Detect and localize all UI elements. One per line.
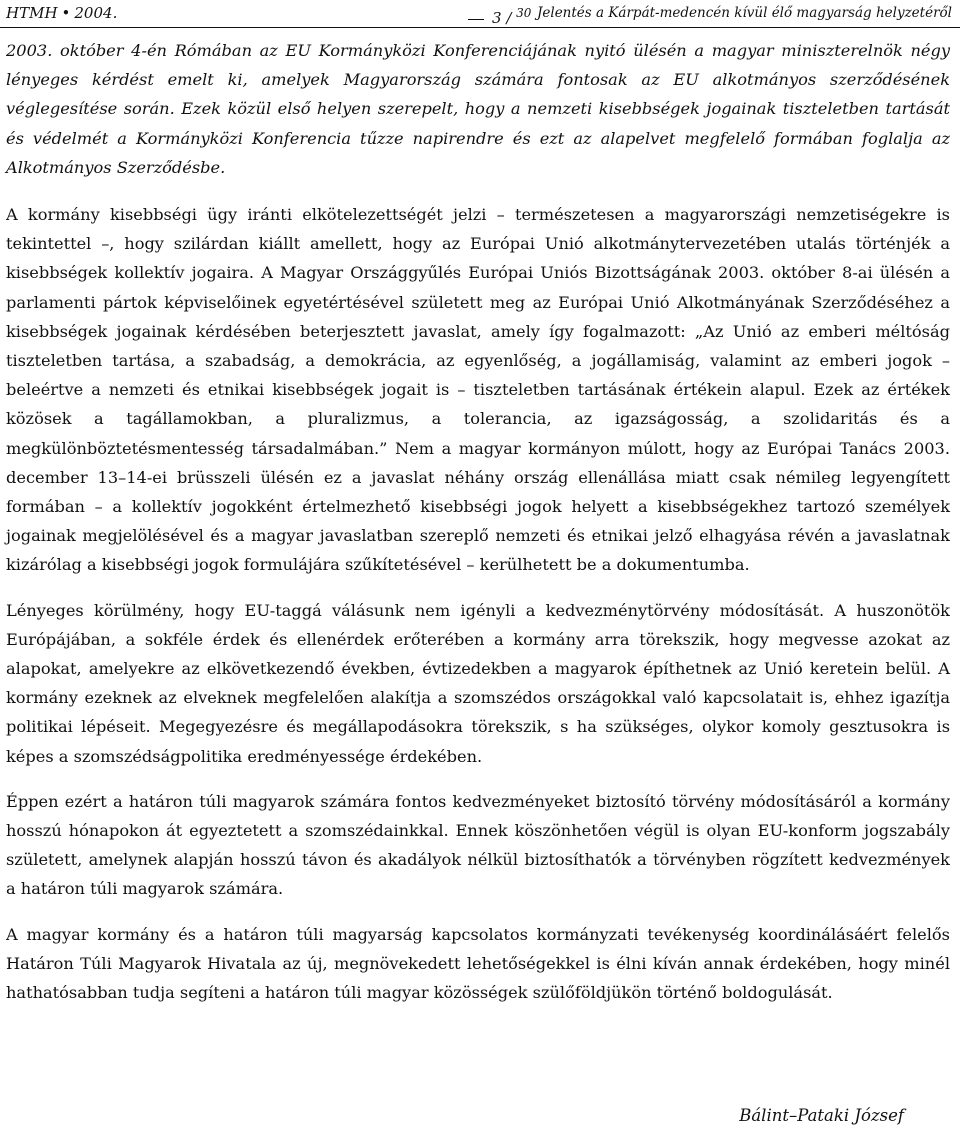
paragraph-2: A kormány kisebbségi ügy iránti elkötelezettségét jelzi – természetesen a magyarországi nemzetiségekre is tekintettel –, hogy szilárdan kiállt amellett, hogy az Európai Unió alkotmánytervezetében utalás történjék a kisebbségek kollektív jogaira. A Magyar Országgyűlés Európai Uniós Bizottságának 2003. október 8-ai ülésén a parlamenti pártok képviselőinek egyetértésével született meg az Európai Unió Alkotmányának Szerződéséhez a kisebbségek jogainak kérdésében beterjesztett javaslat, amely így fogalmazott: „Az Unió az emberi méltóság tiszteletben tartása, a szabadság, a demokrácia, az egyenlőség, a jogállamiság, valamint az emberi jogok – beleértve a nemzeti és etnikai kisebbségek jogait is – tiszteletben tartásának értékein alapul. Ezek az értékek közösek a tagállamokban, a pluralizmus, a tolerancia, az igazságosság, a szolidaritás és a megkülönböztetésmentesség társadalmában.” Nem a magyar kormányon múlott, hogy az Európai Tanács 2003. december 13–14-ei brüsszeli ülésén ez a javaslat néhány ország ellenállása miatt csak némileg legyengített formában – a kollektív jogokként értelmezhető kisebbségi jogok helyett a kisebbségekhez tartozó személyek jogainak megjelölésével és a magyar javaslatban szereplő nemzeti és etnikai jelző elhagyása révén a javaslatnak kizárólag a kisebbségi jogok formulájára szűkítetésével – kerülhetett be a dokumentumba. bbox=[6, 205, 950, 575]
page-total: 30 bbox=[516, 6, 532, 20]
bullet-icon: • bbox=[61, 4, 71, 22]
page-current: 3 bbox=[492, 9, 502, 27]
page-header bbox=[6, 0, 952, 26]
paragraph-3: Lényeges körülmény, hogy EU-taggá válásunk nem igényli a kedvezménytörvény módosítását. A huszonötök Európájában, a sokféle érdek és ellenérdek erőterében a kormány arra törekszik, hogy megvesse azokat az alapokat, amelyekre az elkövetkezendő években, évtizedekben a magyarok építhetnek az Unió keretein belül. A kormány ezeknek az elveknek megfelelően alakítja a szomszédos országokkal való kapcsolatait is, ehhez igazítja politikai lépéseit. Megegyezésre és megállapodásokra törekszik, s ha szükséges, olykor komoly gesztusokra is képes a szomszédságpolitika eredményessége érdekében. bbox=[6, 600, 950, 766]
header-title: Jelentés a Kárpát-medencén kívül élő magyarság helyzetéről bbox=[536, 5, 952, 21]
paragraph-1: 2003. október 4-én Rómában az EU Kormányközi Konferenciájának nyitó ülésén a magyar miniszterelnök négy lényeges kérdést emelt ki, amelyek Magyarország számára fontosak az EU alkotmányos szerződésének véglegesítése során. Ezek közül első helyen szerepelt, hogy a nemzeti kisebbségek jogainak tiszteletben tartását és védelmét a Kormányközi Konferencia tűzze napirendre és ezt az alapelvet megfelelő formában foglalja az Alkotmányos Szerződésbe. bbox=[6, 41, 950, 177]
header-publisher: HTMH bbox=[6, 4, 58, 22]
document-body bbox=[6, 36, 950, 1023]
page-separator: / bbox=[506, 9, 512, 27]
signature: Bálint–Pataki József bbox=[739, 1106, 904, 1125]
page-dash bbox=[468, 19, 484, 20]
header-year: 2004. bbox=[74, 4, 118, 22]
paragraph-5: A magyar kormány és a határon túli magyarság kapcsolatos kormányzati tevékenység koordinálásáért felelős Határon Túli Magyarok Hivatala az új, megnövekedett lehetőségekkel is élni kíván annak érdekében, hogy minél hathatósabban tudja segíteni a határon túli magyar közösségek szülőföldjükön történő boldogulását. bbox=[6, 924, 950, 1003]
header-rule bbox=[0, 27, 960, 28]
header-left bbox=[6, 0, 117, 26]
paragraph-4: Éppen ezért a határon túli magyarok számára fontos kedvezményeket biztosító törvény módosításáról a kormány hosszú hónapokon át egyeztetett a szomszédainkkal. Ennek köszönhetően végül is olyan EU-konform jogszabály született, amelynek alapján hosszú távon és akadályok nélkül biztosíthatók a törvényben rögzített kedvezmények a határon túli magyarok számára. bbox=[6, 791, 950, 899]
